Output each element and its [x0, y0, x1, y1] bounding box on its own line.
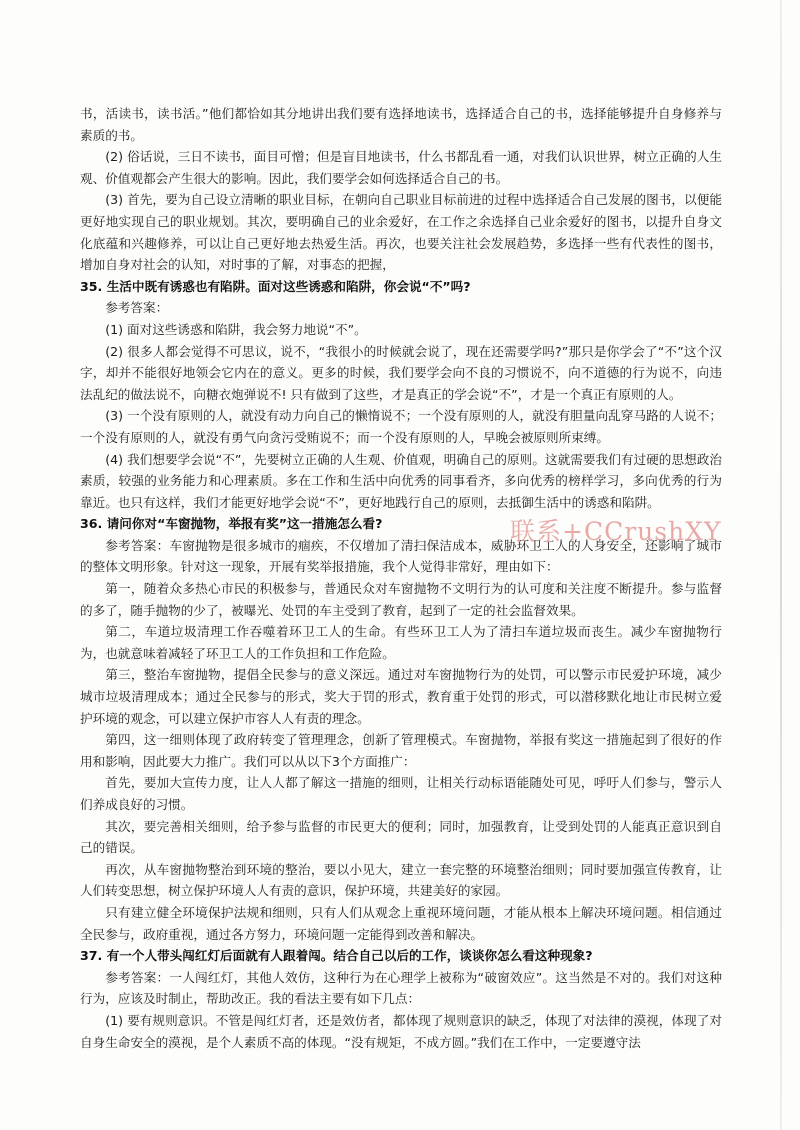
answer-paragraph: 参考答案：: [105, 300, 169, 316]
answer-paragraph: 其次，要完善相关细则，给予参与监督的市民更大的便利；同时，加强教育，让受到处罚的人能真正意识到自己的错误。: [80, 818, 722, 856]
answer-paragraph: 参考答案：车窗抛物是很多城市的痼疾，不仅增加了清扫保洁成本，威胁环卫工人的人身安全，还影响了城市的整体文明形象。针对这一现象，开展有奖举报措施，我个人觉得非常好，理由如下：: [80, 537, 722, 575]
answer-paragraph: 第一，随着众多热心市民的积极参与，普通民众对车窗抛物不文明行为的认可度和关注度不断提升。参与监督的多了，随手抛物的少了，被曝光、处罚的车主受到了教育，起到了一定的社会监督效果。: [80, 581, 722, 618]
continued-paragraph: 书，活读书，读书活。”他们都恰如其分地讲出我们要有选择地读书，选择适合自己的书，选择能够提升自身修养与素质的书。: [80, 106, 722, 143]
answer-paragraph: 参考答案：一人闯红灯，其他人效仿，这种行为在心理学上被称为“破窗效应”。这当然是不对的。我们对这种行为，应该及时制止，帮助改正。我的看法主要有如下几点：: [80, 969, 722, 1007]
answer-paragraph: 只有建立健全环境保护法规和细则，只有人们从观念上重视环境问题，才能从根本上解决环境问题。相信通过全民参与，政府重视，通过各方努力，环境问题一定能得到改善和解决。: [80, 904, 722, 942]
document-body: [80, 103, 722, 1053]
answer-paragraph: 再次，从车窗抛物整治到环境的整治，要以小见大，建立一套完整的环境整治细则；同时要加强宣传教育，让人们转变思想，树立保护环境人人有责的意识，保护环境，共建美好的家园。: [80, 861, 722, 899]
scan-edge-shadow: [780, 0, 782, 1130]
question-heading: 35. 生活中既有诱惑也有陷阱。面对这些诱惑和陷阱，你会说“不”吗?: [80, 278, 471, 294]
question-heading: 37. 有一个人带头闯红灯后面就有人跟着闯。结合自己以后的工作，谈谈你怎么看这种现象?: [80, 948, 593, 964]
answer-paragraph: (4) 我们想要学会说“不”，先要树立正确的人生观、价值观，明确自己的原则。这就需要我们有过硬的思想政治素质，较强的业务能力和心理素质。多在工作和生活中向优秀的同事看齐，多向优秀的榜样学习，多向优秀的行为靠近。也只有这样，我们才能更好地学会说“不”，更好地践行自己的原则，去抵御生活中的诱惑和陷阱。: [80, 451, 722, 510]
answer-paragraph: (2) 俗话说，三日不读书，面目可憎；但是盲目地读书，什么书都乱看一通，对我们认识世界，树立正确的人生观、价值观都会产生很大的影响。因此，我们要学会如何选择适合自己的书。: [80, 149, 722, 186]
answer-paragraph: (2) 很多人都会觉得不可思议，说不，“我很小的时候就会说了，现在还需要学吗?”那只是你学会了“不”这个汉字，却并不能很好地领会它内在的意义。更多的时候，我们要学会向不良的习惯说不，向不道德的行为说不，向违法乱纪的做法说不，向糖衣炮弹说不! 只有做到了这些，才是真正的学会说“不”，才是一个真正有原则的人。: [80, 343, 722, 402]
answer-paragraph: 首先，要加大宣传力度，让人人都了解这一措施的细则，让相关行动标语能随处可见，呼吁人们参与，警示人们养成良好的习惯。: [80, 775, 722, 812]
question-heading: 36. 请问你对“车窗抛物，举报有奖”这一措施怎么看?: [80, 516, 383, 532]
answer-paragraph: (3) 一个没有原则的人，就没有动力向自己的懒惰说不；一个没有原则的人，就没有胆量向乱穿马路的人说不；一个没有原则的人，就没有勇气向贪污受贿说不；而一个没有原则的人，早晚会被原则所束缚。: [80, 408, 722, 445]
answer-paragraph: (1) 面对这些诱惑和陷阱，我会努力地说“不”。: [105, 321, 367, 337]
answer-paragraph: 第四，这一细则体现了政府转变了管理理念，创新了管理模式。车窗抛物，举报有奖这一措施起到了很好的作用和影响，因此要大力推广。我们可以从以下3个方面推广：: [80, 732, 722, 769]
watermark-text: 联系+CCrushXY: [510, 517, 722, 546]
answer-paragraph: (3) 首先，要为自己设立清晰的职业目标，在朝向自己职业目标前进的过程中选择适合自己发展的图书，以便能更好地实现自己的职业规划。其次，要明确自己的业余爱好，在工作之余选择自己业余爱好的图书，以提升自身文化底蕴和兴趣修养，可以让自己更好地去热爱生活。再次，也要关注社会发展趋势，多选择一些有代表性的图书，增加自身对社会的认知，对时事的了解，对事态的把握，: [80, 192, 722, 273]
answer-paragraph: (1) 要有规则意识。不管是闯红灯者，还是效仿者，都体现了规则意识的缺乏，体现了对法律的漠视，体现了对自身生命安全的漠视，是个人素质不高的体现。“没有规矩，不成方圆。”我们在工作中，一定要遵守法: [80, 1012, 722, 1050]
answer-paragraph: 第二，车道垃圾清理工作吞噬着环卫工人的生命。有些环卫工人为了清扫车道垃圾而丧生。减少车窗抛物行为，也就意味着减轻了环卫工人的工作负担和工作危险。: [80, 624, 722, 661]
answer-paragraph: 第三，整治车窗抛物，提倡全民参与的意义深远。通过对车窗抛物行为的处罚，可以警示市民爱护环境，减少城市垃圾清理成本；通过全民参与的形式，奖大于罚的形式，教育重于处罚的形式，可以潜移默化地让市民树立爱护环境的观念，可以建立保护市容人人有责的理念。: [80, 667, 722, 726]
